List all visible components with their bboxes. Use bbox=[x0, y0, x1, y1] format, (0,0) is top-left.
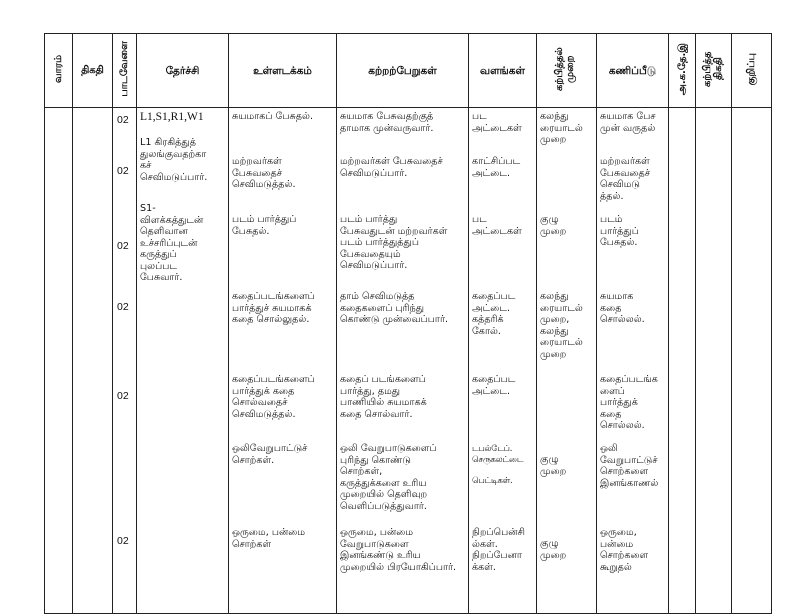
outcome-item: ஒருமை, பன்மை வேறுபாடுகளை இனங்கண்டு உரிய முறையில் பிரயோகிப்பார். bbox=[340, 527, 457, 573]
remarks-cell bbox=[732, 108, 772, 614]
body-row bbox=[45, 108, 772, 614]
resources-cell bbox=[469, 108, 537, 614]
resource-item: காட்சிப்பட அட்டை. bbox=[472, 156, 521, 179]
outcome-item: தாம் செவிமடுத்த கதைகளைப் புரிந்து கொண்டு முன்வைப்பார். bbox=[340, 291, 449, 325]
header-remarks: குறிப்பு bbox=[732, 34, 772, 108]
period-value: 02 bbox=[117, 165, 129, 177]
evaluation-item: படம் பார்த்துப் பேசுதல். bbox=[600, 214, 639, 248]
header-date: திகதி bbox=[73, 34, 113, 108]
header-method: கற்பித்தல் முறை bbox=[537, 34, 597, 108]
period-value: 02 bbox=[117, 240, 129, 252]
week-cell bbox=[45, 108, 73, 614]
outcome-item: ஒலி வேறுபாடுகளைப் புரிந்து கொண்டு சொற்கள், கருத்துக்களை உரிய முறையில் தெளிவுற வெளிப்படுத்துவார். bbox=[340, 443, 437, 512]
competency-l1: L1 கிரகித்துத் துலங்குவதற்கா கச் செவிமடுப்பார். bbox=[140, 137, 208, 183]
competency-cell bbox=[137, 108, 229, 614]
taught-date-cell bbox=[696, 108, 732, 614]
evaluation-item: மற்றவர்கள் பேசுவதைச் செவிமடு த்தல். bbox=[600, 156, 651, 202]
content-item: படம் பார்த்துப் பேசுதல். bbox=[232, 214, 297, 237]
date-cell bbox=[73, 108, 113, 614]
header-evaluation: கணிப்பீடு bbox=[597, 34, 669, 108]
resource-item: பட அட்டைகள் bbox=[472, 214, 522, 237]
method-item: குழு முறை bbox=[540, 454, 567, 477]
period-value: 02 bbox=[117, 535, 129, 547]
evaluation-item: கதைப்படங்க ளைப் பார்த்துக் கதை சொல்லல். bbox=[600, 374, 658, 431]
period-cell bbox=[113, 108, 137, 614]
header-outcomes: கற்றற்பேறுகள் bbox=[337, 34, 469, 108]
resource-item: நிறப்பென்சி ல்கள். நிறப்பேனா க்கள். bbox=[472, 527, 526, 573]
method-item: கலந்து ரையாடல் முறை, கலந்து ரையாடல் முறை bbox=[540, 291, 583, 360]
lesson-plan-table bbox=[44, 33, 772, 614]
header-abbrev: அ.க.தே.இ bbox=[669, 34, 696, 108]
outcome-item: சுயமாக பேசுவதற்குத் தாமாக முன்வருவார். bbox=[340, 111, 434, 134]
period-value: 02 bbox=[117, 390, 129, 402]
outcomes-cell bbox=[337, 108, 469, 614]
method-item: குழு முறை bbox=[540, 214, 567, 237]
resource-item: டபல்டேப். செருகலட்டை பெட்டிகள். bbox=[472, 443, 524, 485]
header-taught-date: கற்பித்த திகதி bbox=[696, 34, 732, 108]
abbrev-cell bbox=[669, 108, 696, 614]
evaluation-item: ஒலி வேறுபாட்டுச் சொற்களை இனங்காணல் bbox=[600, 443, 659, 489]
header-content: உள்ளடக்கம் bbox=[229, 34, 337, 108]
resource-item: கதைப்பட அட்டை. bbox=[472, 374, 516, 397]
outcome-item: கதைப் படங்களைப் பார்த்து, தமது பாணியில் சுயமாகக் கதை சொல்வார். bbox=[340, 374, 427, 420]
content-item: கதைப்படங்களைப் பார்த்துச் சுயமாகக் கதை சொல்லுதல். bbox=[232, 291, 315, 325]
outcome-item: மற்றவர்கள் பேசுவதைச் செவிமடுப்பார். bbox=[340, 156, 443, 179]
outcome-item: படம் பார்த்து பேசுவதுடன் மற்றவர்கள் படம் பார்த்துத்துப் பேசுவதையும் செவிமடுப்பார். bbox=[340, 214, 448, 271]
content-item: கதைப்படங்களைப் பார்த்துக் கதை சொல்வதைச் செவிமடுத்தல். bbox=[232, 374, 315, 420]
header-resources: வளங்கள் bbox=[469, 34, 537, 108]
method-item: குழு முறை bbox=[540, 538, 567, 561]
header-week: வாரம் bbox=[45, 34, 73, 108]
period-value: 02 bbox=[117, 301, 129, 313]
header-row bbox=[45, 34, 772, 108]
competency-s1: S1- விளக்கத்துடன் தெளிவான உச்சரிப்புடன் கருத்துப் புலப்பட பேசுவார். bbox=[140, 203, 204, 283]
competency-codes: L1,S1,R1,W1 bbox=[140, 111, 204, 123]
evaluation-item: சுயமாக கதை சொல்லல். bbox=[600, 291, 645, 325]
method-cell bbox=[537, 108, 597, 614]
content-item: ஒலிவேறுபாட்டுச் சொற்கள். bbox=[232, 443, 308, 466]
evaluation-item: சுயமாக பேச முன் வருதல் bbox=[600, 111, 656, 134]
content-item: மற்றவர்கள் பேசுவதைச் செவிமடுத்தல். bbox=[232, 156, 296, 190]
header-period: பாடவேளை bbox=[113, 34, 137, 108]
content-item: சுயமாகப் பேசுதல். bbox=[232, 111, 314, 122]
method-item: கலந்து ரையாடல் முறை bbox=[540, 111, 583, 145]
content-item: ஒருமை, பன்மை சொற்கள் bbox=[232, 527, 306, 550]
evaluation-cell bbox=[597, 108, 669, 614]
resource-item: கதைப்பட அட்டை. கத்தரிக் கோல். bbox=[472, 291, 516, 337]
header-competency: தேர்ச்சி bbox=[137, 34, 229, 108]
period-value: 02 bbox=[117, 114, 129, 126]
content-cell bbox=[229, 108, 337, 614]
resource-item: பட அட்டைகள் bbox=[472, 111, 522, 134]
evaluation-item: ஒருமை, பன்மை சொற்களை கூறுதல் bbox=[600, 527, 649, 573]
